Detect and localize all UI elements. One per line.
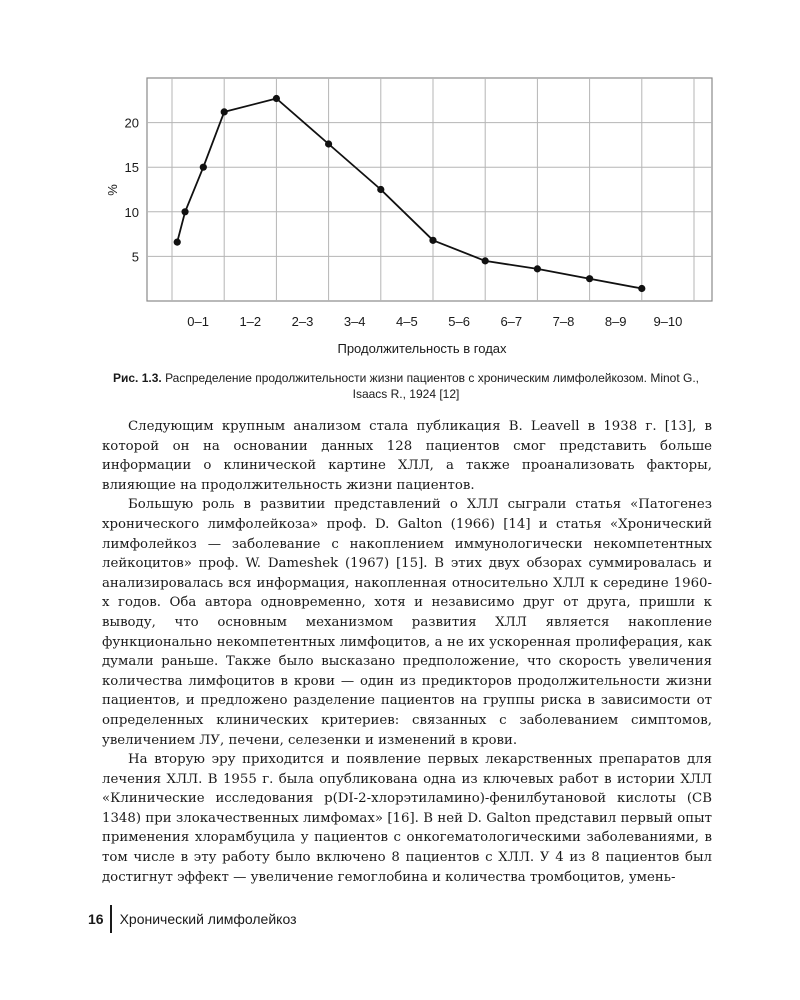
- x-axis-label: Продолжительность в годах: [337, 341, 507, 356]
- footer-divider: [110, 905, 112, 933]
- x-axis-tick-labels: [187, 314, 682, 329]
- data-point: [638, 285, 645, 292]
- x-tick-label: 1–2: [239, 314, 262, 329]
- x-tick-label: 8–9: [604, 314, 627, 329]
- data-point: [200, 164, 207, 171]
- y-axis-label: %: [105, 184, 120, 196]
- data-point: [534, 265, 541, 272]
- data-point: [325, 140, 332, 147]
- x-tick-label: 9–10: [653, 314, 683, 329]
- data-point: [181, 208, 188, 215]
- x-tick-label: 3–4: [343, 314, 366, 329]
- x-tick-label: 2–3: [291, 314, 314, 329]
- x-tick-label: 5–6: [448, 314, 470, 329]
- figure-caption: [100, 370, 712, 402]
- x-tick-label: 6–7: [500, 314, 523, 329]
- y-axis-tick-labels: [125, 116, 139, 265]
- y-tick-label: 20: [124, 115, 139, 131]
- x-tick-label: 0–1: [187, 314, 209, 329]
- paragraph: Большую роль в развитии представлений о ХЛЛ сыграли статья «Патогенез хронического лимфолейкоза» проф. D. Galton (1966) [14] и статья «Хронический лимфолейкоз — заболевание с накоплением иммунологически некомпетентных лейкоцитов» проф. W. Dameshek (1967) [15]. В этих двух обзорах суммировалась и анализировалась вся информация, накопленная относительно ХЛЛ к середине 1960-х годов. Оба автора одновременно, хотя и независимо друг от друга, пришли к выводу, что основным механизмом развития ХЛЛ является накопление функционально некомпетентных лимфоцитов, а не их ускоренная пролиферация, как думали раньше. Также было высказано предположение, что скорость увеличения количества лимфоцитов в крови — один из предикторов продолжительности жизни пациентов, и предложено разделение пациентов на группы риска в зависимости от определенных клинических критериев: связанных с заболеванием симптомов, увеличением ЛУ, печени, селезенки и изменений в крови.: [102, 497, 712, 748]
- y-tick-label: 10: [124, 204, 139, 220]
- figure-caption-label: Рис. 1.3.: [112, 371, 162, 385]
- x-tick-label: 4–5: [396, 314, 418, 329]
- figure-caption-text: Распределение продолжительности жизни пациентов с хроническим лимфолейкозом. Minot G., Isaacs R., 1924 [12]: [165, 371, 700, 401]
- data-point: [586, 275, 593, 282]
- page-footer: [88, 905, 297, 933]
- running-title: Хронический лимфолейкоз: [119, 911, 297, 927]
- data-point: [429, 237, 436, 244]
- data-point: [482, 257, 489, 264]
- plot-frame: [147, 78, 712, 301]
- y-tick-label: 15: [124, 160, 139, 176]
- data-point: [174, 239, 181, 246]
- data-point: [221, 108, 228, 115]
- life-expectancy-chart: [0, 0, 800, 365]
- data-point: [377, 186, 384, 193]
- paragraph: На вторую эру приходится и появление первых лекарственных препаратов для лечения ХЛЛ. В 1955 г. была опубликована одна из ключевых работ в истории ХЛЛ «Клинические исследования p(DI-2-хлорэтиламино)-фенилбутановой кислоты (CB 1348) при злокачественных лимфомах» [16]. В ней D. Galton представил первый опыт применения хлорамбуцила у пациентов с онкогематологическими заболеваниями, в том числе в эту работу было включено 8 пациентов с ХЛЛ. У 4 из 8 пациентов был достигнут эффект — увеличение гемоглобина и количества тромбоцитов, умень-: [102, 752, 712, 885]
- data-point: [273, 95, 280, 102]
- x-tick-label: 7–8: [552, 314, 575, 329]
- body-text: [102, 417, 712, 887]
- page-number: 16: [88, 911, 104, 927]
- y-tick-label: 5: [131, 249, 139, 265]
- paragraph: Следующим крупным анализом стала публикация B. Leavell в 1938 г. [13], в которой он на основании данных 128 пациентов смог представить больше информации о клинической картине ХЛЛ, а также проанализовать факторы, влияющие на продолжительность жизни пациентов.: [102, 419, 712, 493]
